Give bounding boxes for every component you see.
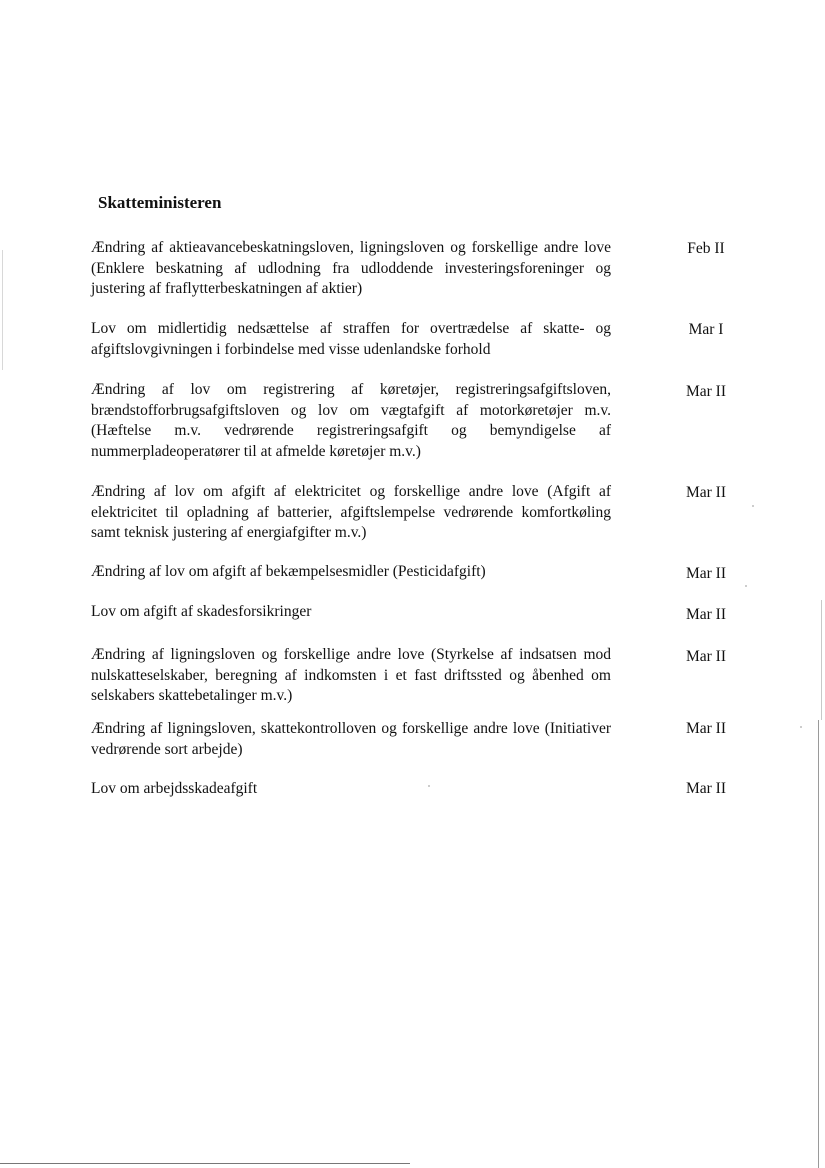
scan-edge-line-faint — [821, 600, 822, 720]
bill-entry-1: Ændring af aktieavancebeskatningsloven, ligningsloven og forskellige andre love (Enklere beskatning af udlodning fra udloddende investeringsforeninger og justering af fraflytterbeskatningen af aktier) — [91, 239, 611, 297]
bill-date-2: Mar I — [688, 321, 724, 338]
bill-entry-2: Lov om midlertidig nedsættelse af straffen for overtrædelse af skatte- og afgiftslovgivningen i forbindelse med visse udenlandske forhold — [91, 320, 611, 358]
section-heading: Skatteministeren — [98, 193, 222, 212]
scan-left-mark — [2, 250, 3, 370]
scan-bottom-line — [0, 1163, 410, 1164]
scan-speck — [745, 585, 747, 587]
bill-date-6: Mar II — [685, 606, 727, 623]
bill-date-3: Mar II — [685, 383, 727, 400]
bill-date-7: Mar II — [685, 648, 727, 665]
bill-date-8: Mar II — [685, 720, 727, 737]
bill-date-1: Feb II — [687, 240, 725, 257]
bill-date-9: Mar II — [685, 780, 727, 797]
scan-edge-line — [818, 720, 819, 1168]
bill-entry-7: Ændring af ligningsloven og forskellige andre love (Styrkelse af indsatsen mod nulskatteselskaber, beregning af indkomsten i et fast driftssted og åbenhed om selskabers skattebetalinger m.v.) — [91, 646, 611, 704]
bill-entry-4: Ændring af lov om afgift af elektricitet og forskellige andre love (Afgift af elektricitet til opladning af batterier, afgiftslempelse vedrørende komfortkøling samt teknisk justering af energiafgifter m.v.) — [91, 483, 611, 541]
bill-entry-9: Lov om arbejdsskadeafgift — [91, 780, 258, 797]
bill-entry-6: Lov om afgift af skadesforsikringer — [91, 603, 312, 620]
bill-entry-3: Ændring af lov om registrering af køretøjer, registreringsafgiftsloven, brændstofforbrugsafgiftsloven og lov om vægtafgift af motorkøretøjer m.v. (Hæftelse m.v. vedrørende registreringsafgift og bemyndigelse af nummerpladeoperatører til at afmelde køretøjer m.v.) — [91, 381, 611, 460]
bill-date-5: Mar II — [685, 565, 727, 582]
scan-speck — [428, 785, 430, 787]
bill-date-4: Mar II — [685, 484, 727, 501]
bill-entry-8: Ændring af ligningsloven, skattekontrolloven og forskellige andre love (Initiativer vedrørende sort arbejde) — [91, 720, 611, 758]
scan-speck — [800, 726, 802, 728]
scan-speck — [752, 505, 754, 507]
bill-entry-5: Ændring af lov om afgift af bekæmpelsesmidler (Pesticidafgift) — [91, 563, 486, 580]
